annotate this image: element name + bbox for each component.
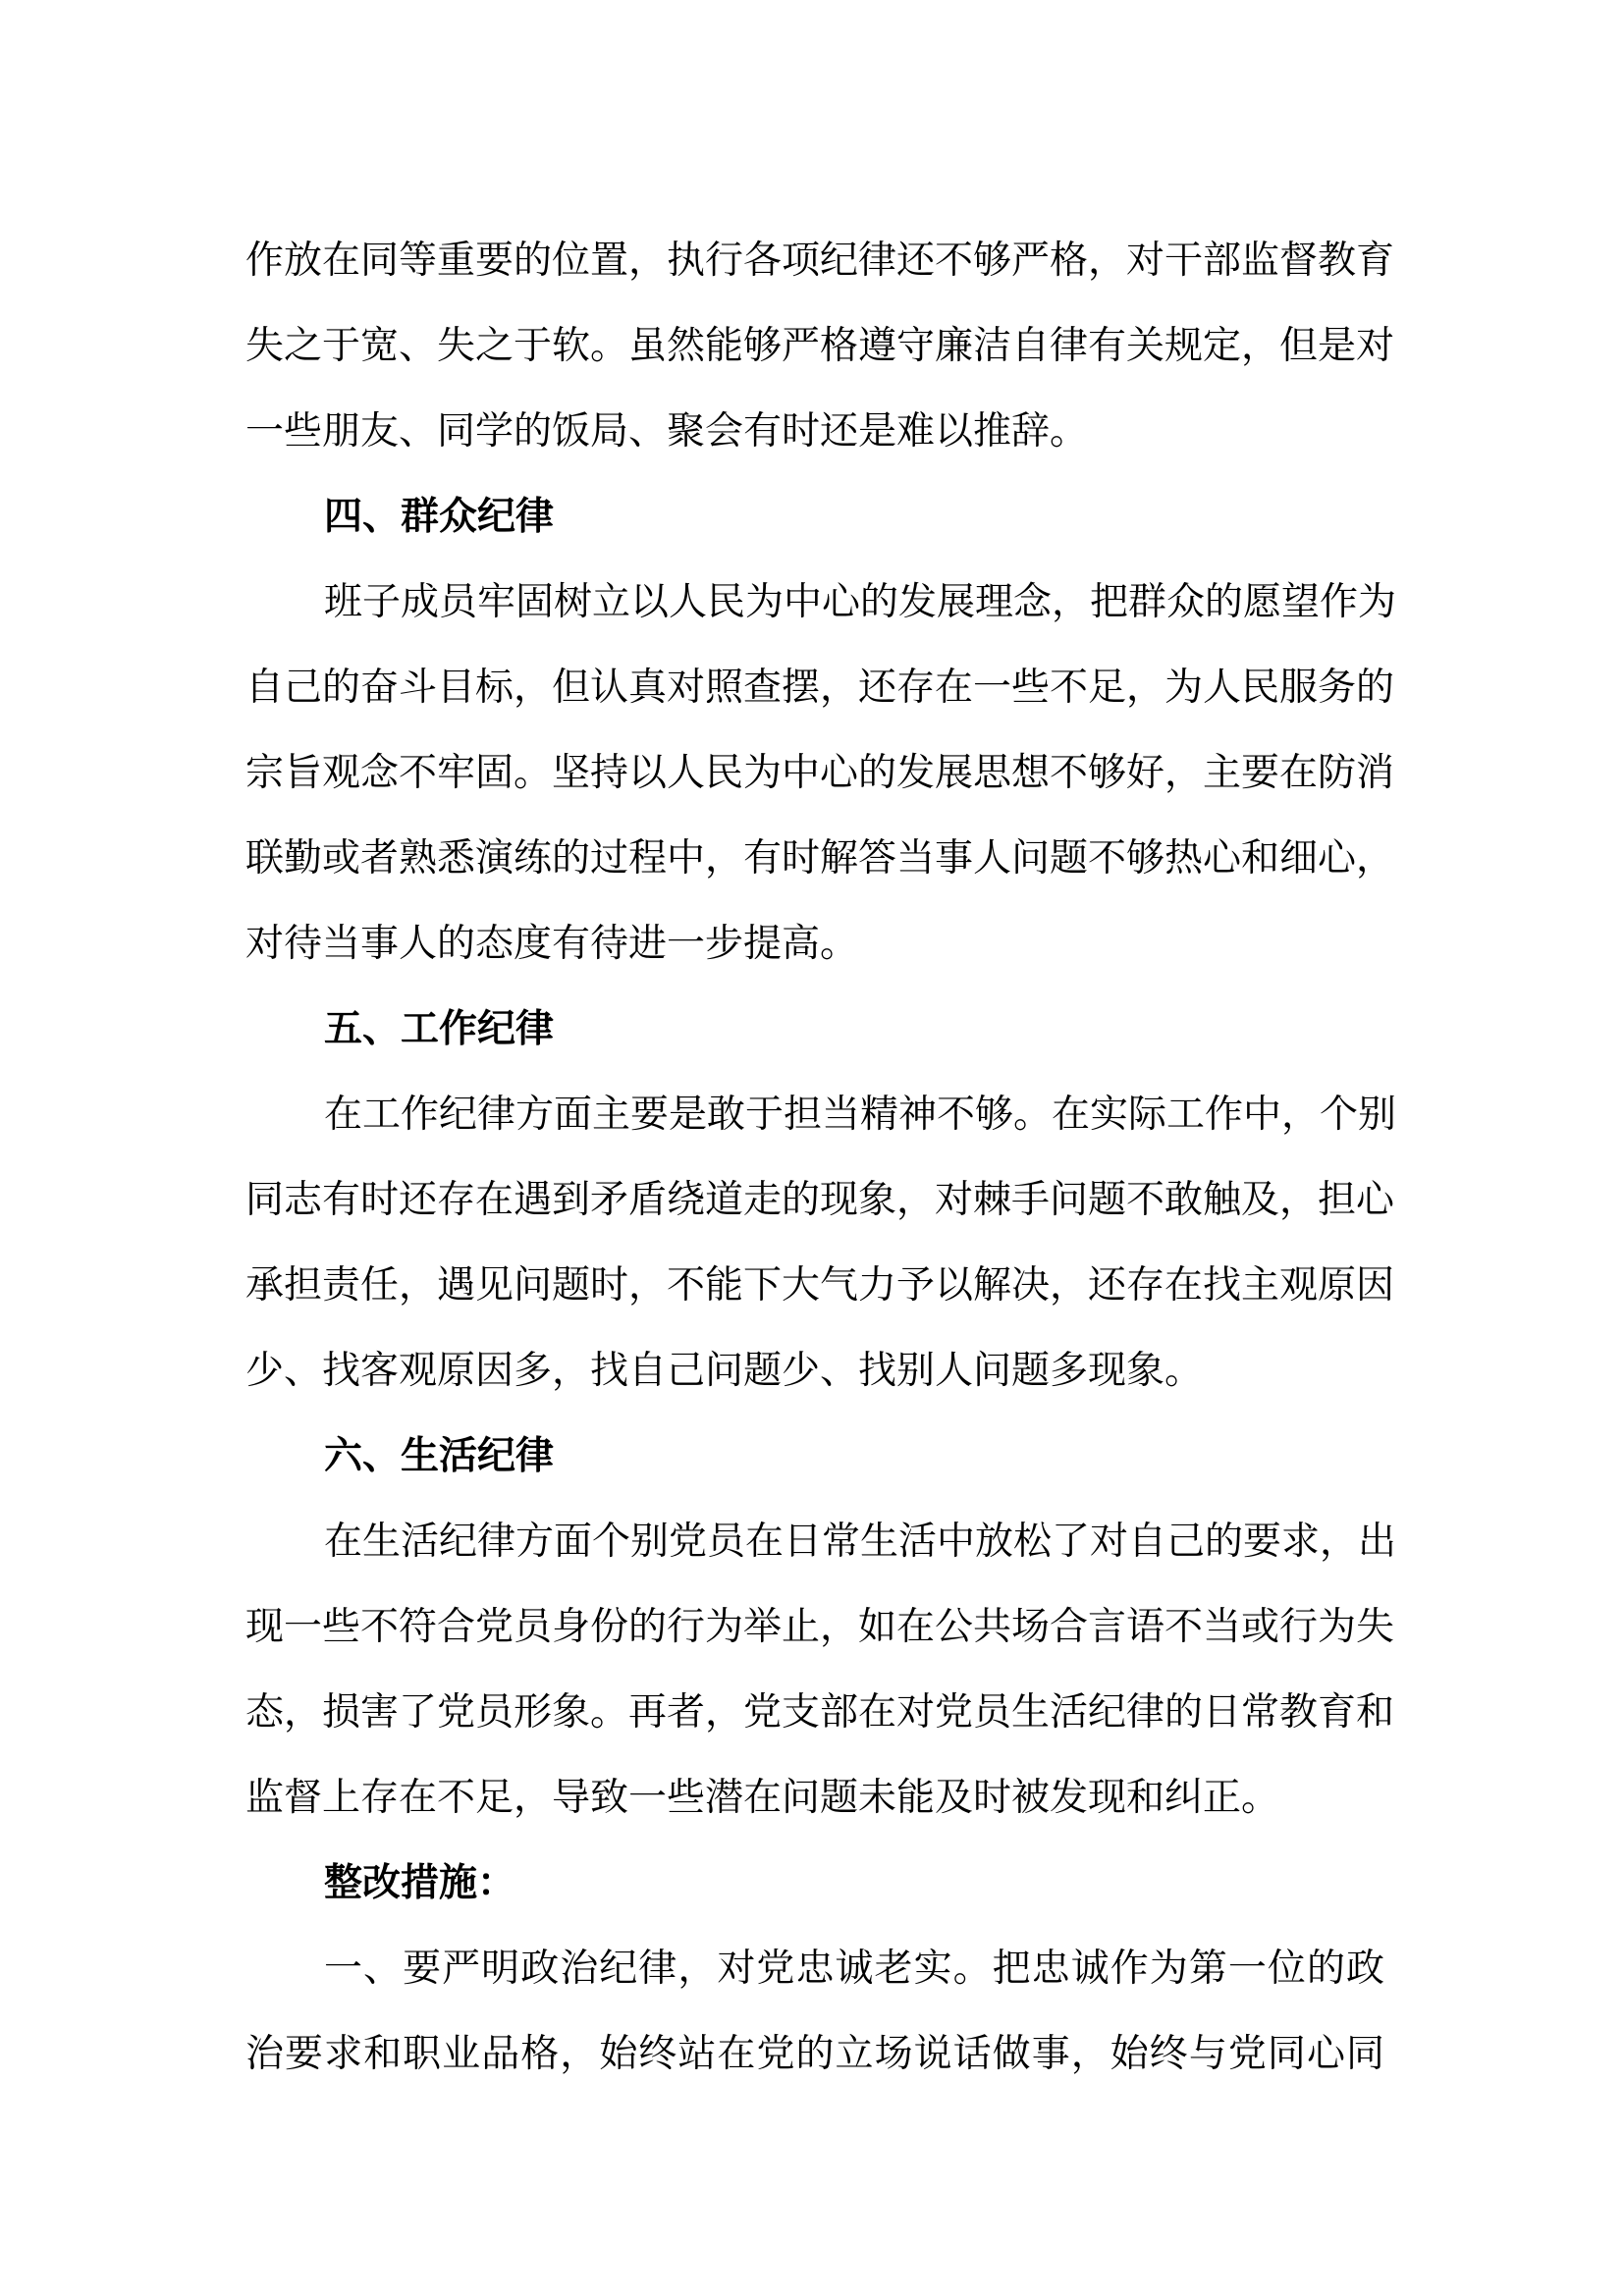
section-heading-life-discipline: 六、生活纪律: [324, 1434, 555, 1478]
body-line: 现一些不符合党员身份的行为举止，如在公共场合言语不当或行为失: [245, 1605, 1395, 1649]
document-body: [245, 218, 1397, 2097]
body-line: 作放在同等重要的位置，执行各项纪律还不够严格，对干部监督教育: [245, 239, 1395, 283]
section-heading-mass-discipline: 四、群众纪律: [324, 495, 555, 539]
body-line: 对待当事人的态度有待进一步提高。: [245, 922, 859, 966]
body-line: 同志有时还存在遇到矛盾绕道走的现象，对棘手问题不敢触及，担心: [245, 1178, 1395, 1222]
body-line: 联勤或者熟悉演练的过程中，有时解答当事人问题不够热心和细心，: [245, 836, 1395, 881]
body-line: 一些朋友、同学的饭局、聚会有时还是难以推辞。: [245, 409, 1089, 454]
body-line: 宗旨观念不牢固。坚持以人民为中心的发展思想不够好，主要在防消: [245, 751, 1395, 795]
body-line: 承担责任，遇见问题时，不能下大气力予以解决，还存在找主观原因: [245, 1263, 1395, 1308]
body-line: 在生活纪律方面个别党员在日常生活中放松了对自己的要求，出: [324, 1520, 1397, 1564]
section-heading-rectification-measures: 整改措施：: [324, 1861, 516, 1905]
section-heading-work-discipline: 五、工作纪律: [324, 1007, 555, 1051]
body-line: 治要求和职业品格，始终站在党的立场说话做事，始终与党同心同: [245, 2032, 1384, 2076]
body-line: 班子成员牢固树立以人民为中心的发展理念，把群众的愿望作为: [324, 580, 1397, 624]
body-line: 在工作纪律方面主要是敢于担当精神不够。在实际工作中，个别: [324, 1093, 1397, 1137]
body-line: 自己的奋斗目标，但认真对照查摆，还存在一些不足，为人民服务的: [245, 666, 1395, 710]
body-line: 态，损害了党员形象。再者，党支部在对党员生活纪律的日常教育和: [245, 1690, 1395, 1735]
body-line: 一、要严明政治纪律，对党忠诚老实。把忠诚作为第一位的政: [324, 1947, 1384, 1991]
body-line: 少、找客观原因多，找自己问题少、找别人问题多现象。: [245, 1349, 1204, 1393]
body-line: 失之于宽、失之于软。虽然能够严格遵守廉洁自律有关规定，但是对: [245, 324, 1395, 368]
body-line: 监督上存在不足，导致一些潜在问题未能及时被发现和纠正。: [245, 1776, 1280, 1820]
